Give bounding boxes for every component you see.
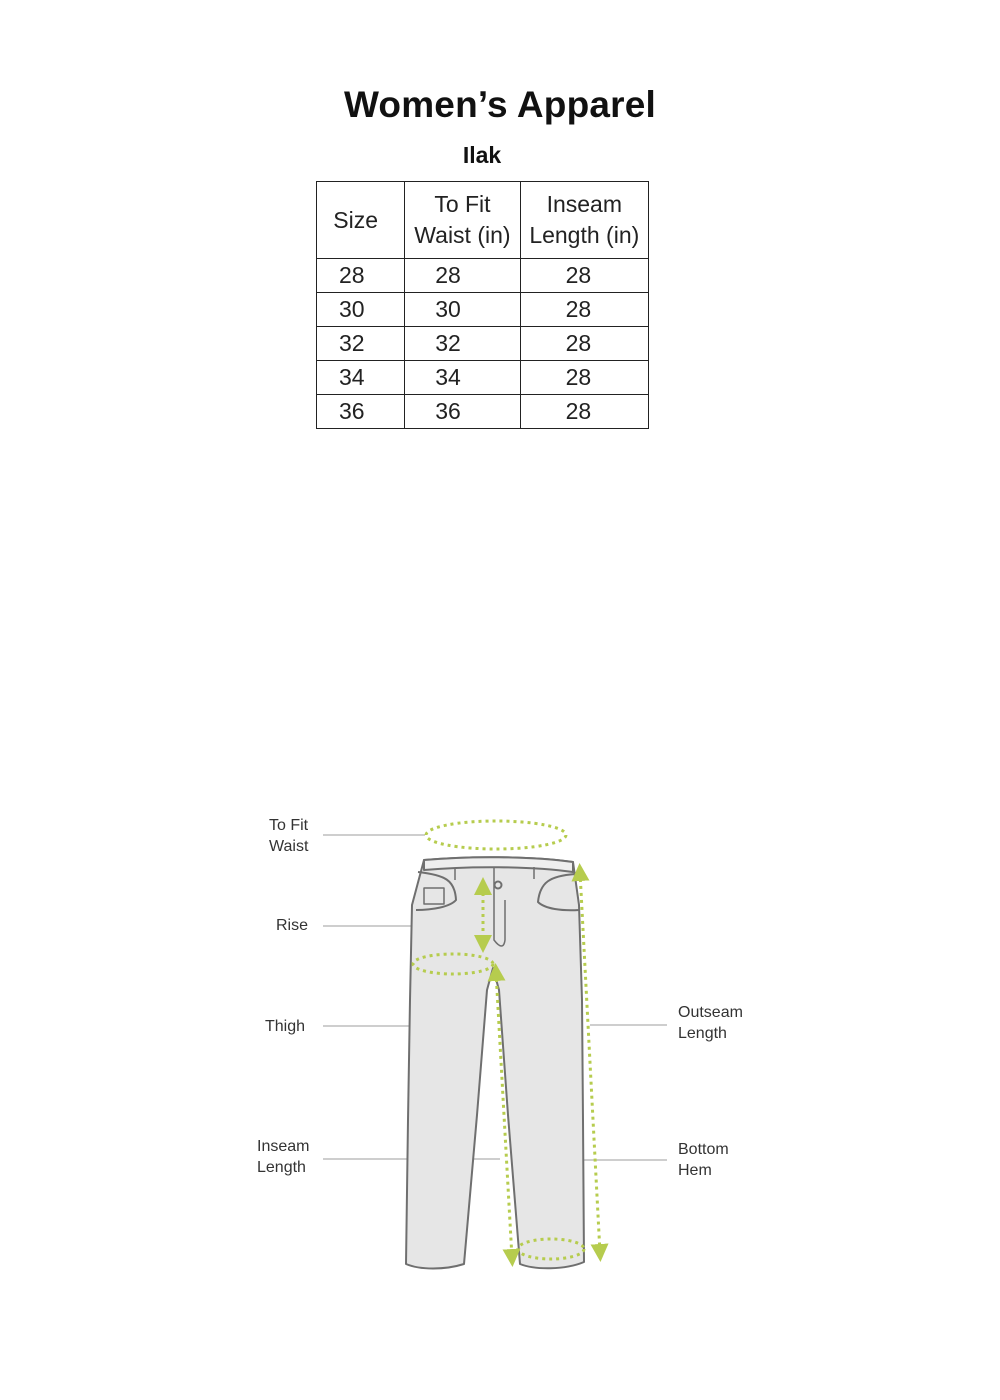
page-title: Women’s Apparel <box>343 84 657 125</box>
button-icon <box>495 882 502 889</box>
header-size-line1: Size <box>333 206 378 233</box>
header-inseam-line1: Inseam <box>546 191 623 217</box>
cell-size: 36 <box>317 395 405 429</box>
label-hem-line2: Hem <box>678 1162 712 1179</box>
cell-size: 28 <box>317 259 405 293</box>
cell-size: 34 <box>317 361 405 395</box>
label-thigh <box>265 1016 305 1037</box>
cell-inseam: 28 <box>520 361 648 395</box>
header-inseam-line2: Length (in) <box>529 222 640 248</box>
cell-waist: 28 <box>405 259 520 293</box>
label-inseam-line2: Length <box>257 1159 306 1176</box>
label-inseam-line1: Inseam <box>257 1138 310 1155</box>
label-bottom-hem <box>678 1139 729 1181</box>
label-waist-line1: To Fit <box>269 817 309 834</box>
label-rise <box>276 915 308 936</box>
cell-inseam: 28 <box>520 327 648 361</box>
brand-name: Ilak <box>462 142 502 168</box>
header-waist-line1: To Fit <box>434 191 491 217</box>
cell-inseam: 28 <box>520 259 648 293</box>
label-to-fit-waist <box>269 815 308 857</box>
label-outseam-line1: Outseam <box>678 1004 743 1021</box>
cell-inseam: 28 <box>520 395 648 429</box>
cell-waist: 36 <box>405 395 520 429</box>
label-outseam-line2: Length <box>678 1025 727 1042</box>
cell-waist: 32 <box>405 327 520 361</box>
waist-ellipse <box>426 821 566 849</box>
label-waist-line2: Waist <box>269 838 309 855</box>
pants-illustration <box>406 857 584 1268</box>
cell-waist: 34 <box>405 361 520 395</box>
pants-body <box>406 857 584 1268</box>
label-hem-line1: Bottom <box>678 1141 729 1158</box>
cell-waist: 30 <box>405 293 520 327</box>
cell-size: 30 <box>317 293 405 327</box>
label-outseam-length <box>678 1002 743 1044</box>
header-waist-line2: Waist (in) <box>414 222 511 248</box>
label-rise-text: Rise <box>276 917 309 934</box>
cell-size: 32 <box>317 327 405 361</box>
label-thigh-text: Thigh <box>265 1018 306 1035</box>
cell-inseam: 28 <box>520 293 648 327</box>
label-inseam-length <box>257 1136 309 1178</box>
